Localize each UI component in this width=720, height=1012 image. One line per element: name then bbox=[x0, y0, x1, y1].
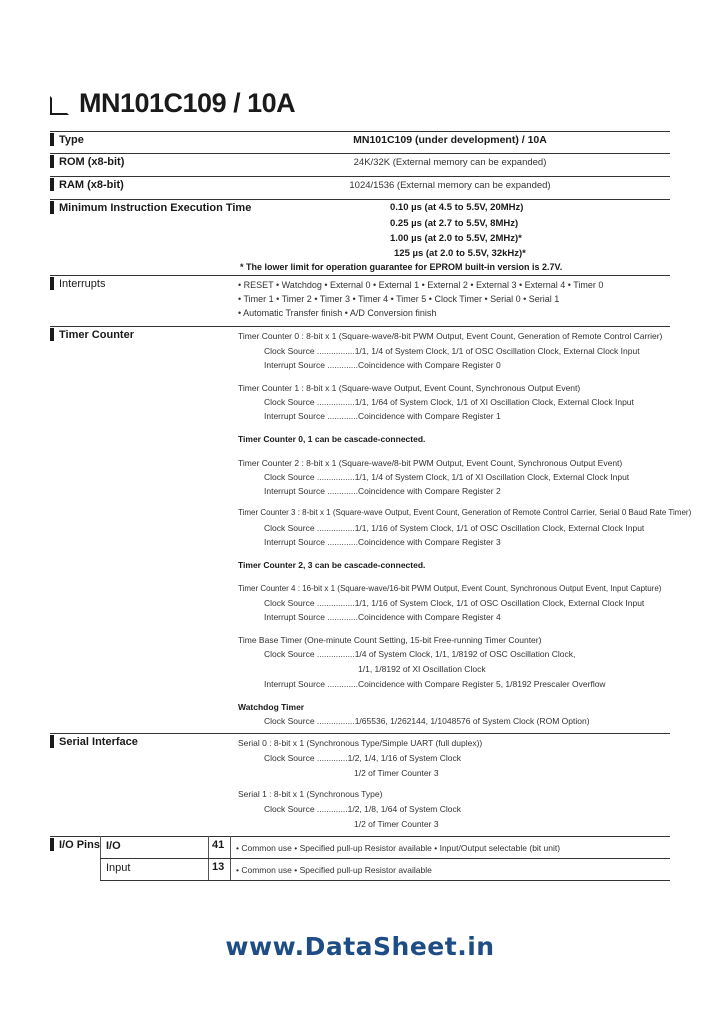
exec-line: 1.00 µs (at 2.0 to 5.5V, 2MHz)* bbox=[390, 233, 522, 244]
timebase-clock2: 1/1, 1/8192 of XI Oscillation Clock bbox=[358, 664, 486, 674]
divider bbox=[50, 131, 670, 132]
cascade-23: Timer Counter 2, 3 can be cascade-connected. bbox=[238, 560, 426, 570]
section-interrupts: Interrupts bbox=[50, 277, 105, 290]
exec-line: 0.10 µs (at 4.5 to 5.5V, 20MHz) bbox=[390, 202, 524, 213]
pin-row-name: Input bbox=[106, 862, 131, 874]
tc2-clock: Clock Source ................1/1, 1/4 of System Clock, 1/1 of XI Oscillation Clock, External Clock Input bbox=[264, 472, 630, 482]
watchdog-clock: Clock Source ................1/65536, 1/262144, 1/1048576 of System Clock (ROM Option) bbox=[264, 716, 590, 726]
page-title bbox=[50, 88, 295, 119]
section-bar-icon bbox=[50, 155, 54, 168]
section-rom: ROM (x8-bit) bbox=[50, 155, 124, 168]
s0-head: Serial 0 : 8-bit x 1 (Synchronous Type/Simple UART (full duplex)) bbox=[238, 738, 483, 748]
section-bar-icon bbox=[50, 735, 54, 748]
checkbox-square-icon bbox=[50, 96, 69, 115]
tc0-clock: Clock Source ................1/1, 1/4 of System Clock, 1/1 of OSC Oscillation Clock, External Clock Input bbox=[264, 346, 640, 356]
ram-value: 1024/1536 (External memory can be expanded) bbox=[349, 180, 551, 191]
divider bbox=[100, 880, 670, 881]
section-ram: RAM (x8-bit) bbox=[50, 178, 124, 191]
section-io-pins: I/O Pins bbox=[50, 838, 100, 851]
exec-note: * The lower limit for operation guarantee for EPROM built-in version is 2.7V. bbox=[240, 262, 563, 272]
tc4-interrupt: Interrupt Source .............Coincidence with Compare Register 4 bbox=[264, 612, 501, 622]
title-text: MN101C109 / 10A bbox=[79, 88, 296, 118]
interrupt-line: • RESET • Watchdog • External 0 • External 1 • External 2 • External 3 • External 4 • Timer 0 bbox=[238, 280, 604, 290]
footer-watermark: www.DataSheet.in bbox=[225, 932, 495, 961]
divider bbox=[100, 858, 670, 859]
divider bbox=[50, 836, 670, 837]
timebase-head: Time Base Timer (One-minute Count Setting, 15-bit Free-running Timer Counter) bbox=[238, 635, 542, 645]
exec-line: 0.25 µs (at 2.7 to 5.5V, 8MHz) bbox=[390, 218, 519, 229]
rom-value: 24K/32K (External memory can be expanded) bbox=[353, 157, 547, 168]
s1-head: Serial 1 : 8-bit x 1 (Synchronous Type) bbox=[238, 789, 383, 799]
divider bbox=[50, 733, 670, 734]
divider bbox=[50, 153, 670, 154]
interrupt-line: • Automatic Transfer finish • A/D Conversion finish bbox=[238, 308, 437, 318]
section-timer-counter: Timer Counter bbox=[50, 328, 134, 341]
s0-clock2: 1/2 of Timer Counter 3 bbox=[354, 768, 439, 778]
tc1-clock: Clock Source ................1/1, 1/64 of System Clock, 1/1 of XI Oscillation Clock, External Clock Input bbox=[264, 397, 634, 407]
s0-clock: Clock Source .............1/2, 1/4, 1/16 of System Clock bbox=[264, 753, 461, 763]
divider bbox=[50, 199, 670, 200]
tc3-head: Timer Counter 3 : 8-bit x 1 (Square-wave Output, Event Count, Generation of Remote Control Carrier, Serial 0 Baud Rate Timer) bbox=[238, 508, 692, 517]
tc0-head: Timer Counter 0 : 8-bit x 1 (Square-wave/8-bit PWM Output, Event Count, Generation of Remote Control Carrier) bbox=[238, 331, 663, 341]
section-bar-icon bbox=[50, 201, 54, 214]
timebase-interrupt: Interrupt Source .............Coincidence with Compare Register 5, 1/8192 Prescaler Overflow bbox=[264, 679, 606, 689]
cascade-01: Timer Counter 0, 1 can be cascade-connected. bbox=[238, 434, 426, 444]
tc2-head: Timer Counter 2 : 8-bit x 1 (Square-wave/8-bit PWM Output, Event Count, Synchronous Output Event) bbox=[238, 458, 623, 468]
divider bbox=[50, 176, 670, 177]
s1-clock: Clock Source .............1/2, 1/8, 1/64 of System Clock bbox=[264, 804, 461, 814]
pin-row-count: 13 bbox=[212, 861, 225, 873]
pin-row-desc: • Common use • Specified pull-up Resistor available bbox=[236, 865, 432, 875]
tc4-clock: Clock Source ................1/1, 1/16 of System Clock, 1/1 of OSC Oscillation Clock, External Clock Input bbox=[264, 598, 645, 608]
watchdog-head: Watchdog Timer bbox=[238, 702, 305, 712]
divider bbox=[50, 275, 670, 276]
section-bar-icon bbox=[50, 328, 54, 341]
exec-line: 125 µs (at 2.0 to 5.5V, 32kHz)* bbox=[394, 248, 526, 259]
section-type: Type bbox=[50, 133, 84, 146]
type-value: MN101C109 (under development) / 10A bbox=[353, 134, 547, 146]
tc1-interrupt: Interrupt Source .............Coincidence with Compare Register 1 bbox=[264, 411, 501, 421]
tc4-head: Timer Counter 4 : 16-bit x 1 (Square-wave/16-bit PWM Output, Event Count, Synchronous Output Event, Input Capture) bbox=[238, 584, 662, 593]
section-serial: Serial Interface bbox=[50, 735, 138, 748]
tc3-clock: Clock Source ................1/1, 1/16 of System Clock, 1/1 of OSC Oscillation Clock, External Clock Input bbox=[264, 523, 645, 533]
s1-clock2: 1/2 of Timer Counter 3 bbox=[354, 819, 439, 829]
section-min-exec: Minimum Instruction Execution Time bbox=[50, 201, 251, 214]
pin-row-desc: • Common use • Specified pull-up Resistor available • Input/Output selectable (bit unit) bbox=[236, 843, 561, 853]
tc1-head: Timer Counter 1 : 8-bit x 1 (Square-wave Output, Event Count, Synchronous Output Event) bbox=[238, 383, 581, 393]
pin-row-name: I/O bbox=[106, 840, 121, 852]
section-bar-icon bbox=[50, 277, 54, 290]
section-bar-icon bbox=[50, 178, 54, 191]
section-bar-icon bbox=[50, 133, 54, 146]
tc2-interrupt: Interrupt Source .............Coincidence with Compare Register 2 bbox=[264, 486, 501, 496]
interrupt-line: • Timer 1 • Timer 2 • Timer 3 • Timer 4 • Timer 5 • Clock Timer • Serial 0 • Serial 1 bbox=[238, 294, 560, 304]
pin-row-count: 41 bbox=[212, 839, 225, 851]
tc0-interrupt: Interrupt Source .............Coincidence with Compare Register 0 bbox=[264, 360, 501, 370]
divider bbox=[50, 326, 670, 327]
section-bar-icon bbox=[50, 838, 54, 851]
timebase-clock: Clock Source ................1/4 of System Clock, 1/1, 1/8192 of OSC Oscillation Clock, bbox=[264, 649, 576, 659]
tc3-interrupt: Interrupt Source .............Coincidence with Compare Register 3 bbox=[264, 537, 501, 547]
